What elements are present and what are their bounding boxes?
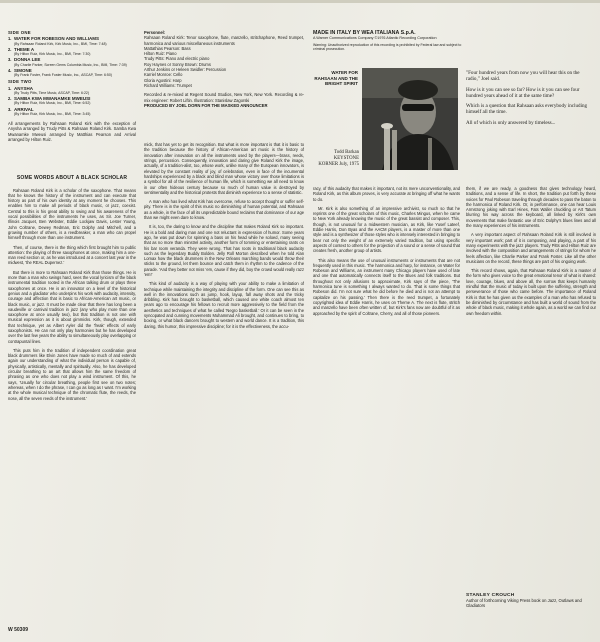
column-one	[8, 30, 136, 628]
side-two-heading: SIDE TWO	[8, 79, 32, 85]
track-item: 2. SAMBA KWA MWANAMKE MWEUSI (By Hilton Ruiz, Kirk Music, Inc., BMI, Time: 6:52)	[8, 96, 136, 106]
artist-portrait-image	[362, 68, 458, 170]
author-name: STANLEY CROUCH	[466, 593, 515, 598]
producer-credit: PRODUCED BY JOEL DORN FOR THE MASKED ANNOUNCER	[144, 102, 268, 108]
column-three-text	[313, 186, 460, 626]
essay-continued	[144, 142, 304, 329]
quote-block	[466, 70, 594, 130]
quote-line: How is it you can see so far? How is it you can see four hundred years ahead of it at the same time?	[466, 86, 580, 99]
personnel-line: Richard Williams: Trumpet	[144, 82, 192, 88]
personnel-line: Mattathias Pearson: Bass	[144, 45, 191, 51]
made-in-line: MADE IN ITALY BY WEA ITALIANA S.p.A.	[313, 30, 416, 36]
essay-paragraph: A very important aspect of Rahsaan Roland Kirk is still involved in very important work; part of it is composing, and playing, a part of his many experiments with the jazz players. Trudy Pitts and Hilton Ruiz are involved with the composition and arrangements of strings for whom he feels affection, like Charlie Parker and Frank Foster. Like all the other musicians on the record, these things are part of his ongoing work.	[466, 232, 596, 264]
track-credit: (By Hilton Ruiz, Kirk Music, Inc., BMI, Time: 3:45)	[14, 111, 91, 116]
track-credit: (By Trudy Pitts, Time Music, ASCAP, Time: 6:22)	[14, 90, 90, 95]
track-item: 4. SIMONE (By Frank Foster, Frank Foster Music, Inc., ASCAP, Time: 6:50)	[8, 68, 136, 78]
personnel-block	[144, 30, 304, 108]
quote-line: Which is a question that Rahsaan asks everybody including himself all the time.	[466, 103, 588, 116]
recording-info: Recorded & re-mixed at Regent Sound Studios, New York, New York. Recording & re-mix engineer: Robert Liftin. Illustration: Stanislaw Zagorski	[144, 92, 304, 103]
track-item: 1. WATER FOR ROBESON AND WILLIAMS (By Rahsaan Roland Kirk, Kirk Music, Inc., BMI, Time: 7:48)	[8, 36, 136, 46]
essay-paragraph: But there is more to Rahsaan Roland Kirk than those things. He is more than a man who swings hard, sees the vocal lyricism of the black instrumental tradition rooted in the African talking drum or plays three saxophones at once. He is an innovator on a level of the historical genius and a gladiator who underpins his work with audacity, intensity, courage and affection that is basic to African-American art music, or black music, or jazz. It must be made clear that there has long been a vaudeville or carnival tradition in jazz (any who play more than one saxophone at once usually two), but that tradition is not one with musical expression as it is about gimmicks. Kirk, though, extended that technique, yet as Albert Ayler did the 'freak' effects of early saxophonists. He can not only play harmonies but he has developed over the last few years the ability to simultaneously play overlapping or contrapuntal lines.	[8, 269, 136, 344]
author-block	[466, 593, 596, 609]
legal-warning: Warning: Unauthorized reproduction of this recording is prohibited by Federal law and subject to criminal prosecution.	[313, 42, 462, 51]
track-item: 2. THEME A (By Hilton Ruiz, Kirk Music, Inc., BMI, Time: 7:30)	[8, 47, 136, 57]
quote-line: "Four hundred years from now you will hear this on the radio," Joel said.	[466, 70, 580, 83]
album-title: WATER FOR RAHSAAN AND THE BRIGHT SPIRIT	[314, 70, 358, 86]
arrangements-note: All arrangements by Rahsaan Roland Kirk with the exception of Anysha arranged by Trudy Pitts & Rahsaan Roland Kirk. Samba Kwa Mwanamke Mweusi arranged by Matthias Pearson and Arrival arranged by Hilton Ruiz.	[8, 121, 136, 142]
track-title: DONNA LEE	[14, 57, 41, 63]
personnel-heading: Personnel:	[144, 30, 166, 35]
column-four-text	[466, 186, 596, 626]
track-item: 3. DONNA LEE (By Charlie Parker, Screen Gems Columbia Music, Inc., BMI, Time: 7:39)	[8, 57, 136, 67]
column-two	[144, 30, 304, 620]
company-line: A Warner Communications Company ©1976 Atlantic Recording Corporation	[313, 36, 437, 40]
catalog-number: W 50309	[8, 627, 29, 633]
essay-paragraph: racy, of this audacity that makes it important, not its mere unconventionality, and Roland Kirk, as this album proves, is very accurate at bringing off what he wants to do.	[313, 186, 460, 202]
personnel-line: Arthur Jenkins or Heleen Swidler: Percussion	[144, 67, 227, 73]
essay-paragraph: This also means the use of unusual instruments or instruments that are not frequently used in this music. The harmonica and harp, for instance, on Water for Robeson and Williams, an instrument many Chicago players have used of late and one that automatically connects itself to the Blues and folk traditions. But throughout not only allusions to approximate, Kirk says of the piece, 'The harmonica tune is something I always wanted to do. That is some things that Robeson did. I'm not sure what he did before he died and is not an attempt to capitalize on his passing.' Then there is the reed trumpet, a fortunately copyrighted idea of Eddie Harris, he uses on Theme A. The next is flute, stritch and manzello have been often written of, but Kirk's fans now are doubtful of it as approached by the spirit of Coltrane, Cherry, and all of those pioneers.	[313, 257, 460, 316]
essay-paragraph: Rahsaan Roland Kirk is a scholar of the saxophone. That means that he knows the history of the instrument and can execute that history as part of his own identity at any moment he chooses. This enables him to make all periods of black music, or jazz, coexist. Central to this is his great ability to swing and his awareness of the vocal possibilities of the instruments he uses, as Sir. Joe Turner, Illinois Jacquet, Ben Webster, Eddie Lockjaw Davis, Lester Young, John Coltrane, Dewey Redman, Eric Dolphy and Mitchell, and a growing number of others, is a reedbreaker, a man who can propel himself through more than one instrument.	[8, 187, 136, 241]
essay-paragraph: This puts him in the tradition of independent coordination great black drummers like Elvin Jones have made so much of and extends again our understanding of what the individual person is capable of, physically, artistically, mentally and spiritually. Also, he has developed circular breathing to an art that allows him the same freedom of phrasing as one who does not play a wind instrument. Of this, he says, 'Usually for circular breathing, people first see on two notes; whereas, when I do the phrase, I can go as long as I want. I'm working at the whole musical technique of the chromatic flute, the reeds, the nose, all the seven reeds of the instrument.'	[8, 347, 136, 401]
track-title: WATER FOR ROBESON AND WILLIAMS	[14, 36, 99, 42]
personnel-line: Rahsaan Roland Kirk: Tenor saxophone, flute, manzello, stritchaphone, Reed trumpet, harmonica and various miscellaneous instruments	[144, 35, 304, 46]
side-one-heading: SIDE ONE	[8, 30, 31, 35]
essay-paragraph: mick, that has yet to get its recognition. But what is more important is that it is basic to the tradition because the history of African-American art music is the history of innovation after innovation on all the instruments used by the players—brass, reeds, strings, percussion. Consequently, innovation and daring give Roland Kirk the image, actually, of a tradition-alist, too, whose work, unlike many of the European innovators, is elevated by the constant reality of joy, of celebration, even in face of the incumental hardships experienced by a black and blind man whose victory over those limitations is a symbol for all of the resilience of human life, which is something we all need to know in our often hideous century because so much of human value is destroyed by sentimentality and the historical protests that diminish experience to a sense of statistic.	[144, 142, 304, 195]
essay-paragraph: A man who has lived what Kirk has overcome, refuse to accept thought or suffer self-pity. There is in the spirit of this music no diminishing of human potential, and Rahsaan as a whole, in the face of all its unpredictable bound reclaims that dominance of our age than we might even dare to know.	[144, 199, 304, 221]
track-title: ARRIVAL	[14, 106, 34, 112]
personnel-line: Roy Haynes or Sonny Brown: Drums	[144, 61, 211, 67]
track-credit: (By Rahsaan Roland Kirk, Kirk Music, Inc., BMI, Time: 7:48)	[14, 41, 107, 46]
essay-heading: SOME WORDS ABOUT A BLACK SCHOLAR	[16, 175, 128, 182]
personnel-line: Gloria Agostini: Harp	[144, 77, 182, 83]
essay-paragraph: them, if we are ready, a goodness that gives technology heard, traditions, and a sense of life. In short, the tradition put forth by these voices for Paul Robeson traveling through decades to pass the baton to the harmonica of Roland Kirk. Or, in performance, one can hear Louis Armstrong joking with Earl Hines, Fats Waller chuckling or Art Tatum blurring his way across the keyboard, all linked by Kirk's own movements that make fantastic use of Eric Dolphy's blues lines and all the many experiences of his instruments.	[466, 186, 596, 229]
track-credit: (By Hilton Ruiz, Kirk Music, Inc., BMI, Time: 6:52)	[14, 101, 91, 106]
essay-paragraph: This record shows, again, that Rahsaan Roland Kirk is a master of the form who gives voice to the great emotional tenor of what is shared: love, courage, blues, and above all, the sorrow that keeps humanity mindful that the music of today is built upon the suffering, strength and perseverance of those who came before. The importance of Roland Kirk is that he has given us the examples of a man who has refused to be diminished by circumstance and has built a world of sound from the whole of black music, making it whole again, as a world we can find our own freedom within.	[466, 268, 596, 316]
essay-paragraph: This kind of audacity is a way of playing with your ability to make a limitation of technique while maintaining the integrity and discipline of the form. One can see this as well in the innovations such as jump, hook, layup, fall away shots and the tricky dribbling. Kirk has brought to basketball, which caused one white coach almost ten years ago to encourage his fellows to recruit more aggressively to the field from the aesthetics and techniques of what he called 'Negro basketball.' Or it can be seen in the syncopated and cunning movements Muhammad Ali brought, and continues to bring, to boxing, or what black dancers brought to western and world dance. It is a tradition, this daring, this humor, this impressive discipline; for it is the effectiveness, the accu-	[144, 281, 304, 329]
track-item: 3. ARRIVAL (By Hilton Ruiz, Kirk Music, Inc., BMI, Time: 3:45)	[8, 107, 136, 117]
track-credit: (By Charlie Parker, Screen Gems Columbia Music, Inc., BMI, Time: 7:39)	[14, 62, 127, 67]
personnel-line: Trudy Pitts: Piano and electric piano	[144, 56, 210, 62]
essay-paragraph: It is, too, the daring to know and the discipline that makes Roland Kirk so important. He is a bold and daring man and one not reluctant in expression of humor. Some years ago, he was put down for spinning a bass on his head while he soloed, many seeing that as no more than minstrel activity, another form of tomming or entertaining rants on his bar room veranda. They were wrong. That has roots in traditional black audacity such as the legendary Buddy Bolden. Jelly Roll Morton described when he told Alan Lomax how the black drummers in the New Orleans marching bands would throw their sticks to the ground, let them bounce and catch them in rhythm to the cadence of the parade. 'And they better not miss 'em, cause if they did, boy the crowd would really razz 'em!'	[144, 224, 304, 277]
personnel-line: Hilton Ruiz: Piano	[144, 51, 177, 57]
track-credit: (By Frank Foster, Frank Foster Music, Inc., ASCAP, Time: 6:50)	[14, 73, 112, 78]
track-title: ANYSHA	[14, 85, 34, 91]
track-title: THEME A	[14, 46, 35, 52]
personnel-line: Karriel Monroe: Cello	[144, 72, 183, 78]
essay-paragraph: Mr. Kirk is also something of an impressive archivist, so much so that he reprints one of the great scholars of this music, Charles Mingus, when he came to New York already knowing the music of the great bassist and composer. This, though, is not unusual for a midwestern musician, as Kirk, like Yusef Lateef, Eddie Harris, Don Byas and the AACM players, is a master of more than one style and is a synthesizer of those styles who is intensely interested in bringing to bear not only the weight of an extremely varied tradition, but using specific aspects of context to others for the projection of a sound or a sense of sound that creates fresh, another group of artists.	[313, 205, 460, 254]
track-item: 1. ANYSHA (By Trudy Pitts, Time Music, ASCAP, Time: 6:22)	[8, 86, 136, 96]
track-title: SAMBA KWA MWANAMKE MWEUSI	[14, 96, 91, 102]
essay-paragraph: Then, of course, there is the thing which first brought him to public attention: the playing of three saxophones at once, making him a one-man reed section or, as he was introduced at a concert last year in the midwest, 'the REAL Dupernez.'	[8, 244, 136, 266]
label-info	[313, 30, 463, 51]
quote-credit: Todd Barkan KEYSTONE KORNER July, 1975	[318, 150, 359, 167]
author-bio: Author of forthcoming Viking Press book on Jazz, Outlaws and Gladiators	[466, 598, 582, 609]
track-credit: (By Hilton Ruiz, Kirk Music, Inc., BMI, Time: 7:30)	[14, 52, 91, 57]
track-title: SIMONE	[14, 67, 32, 73]
quote-line: All of which is only answered by timeless...	[466, 119, 556, 126]
